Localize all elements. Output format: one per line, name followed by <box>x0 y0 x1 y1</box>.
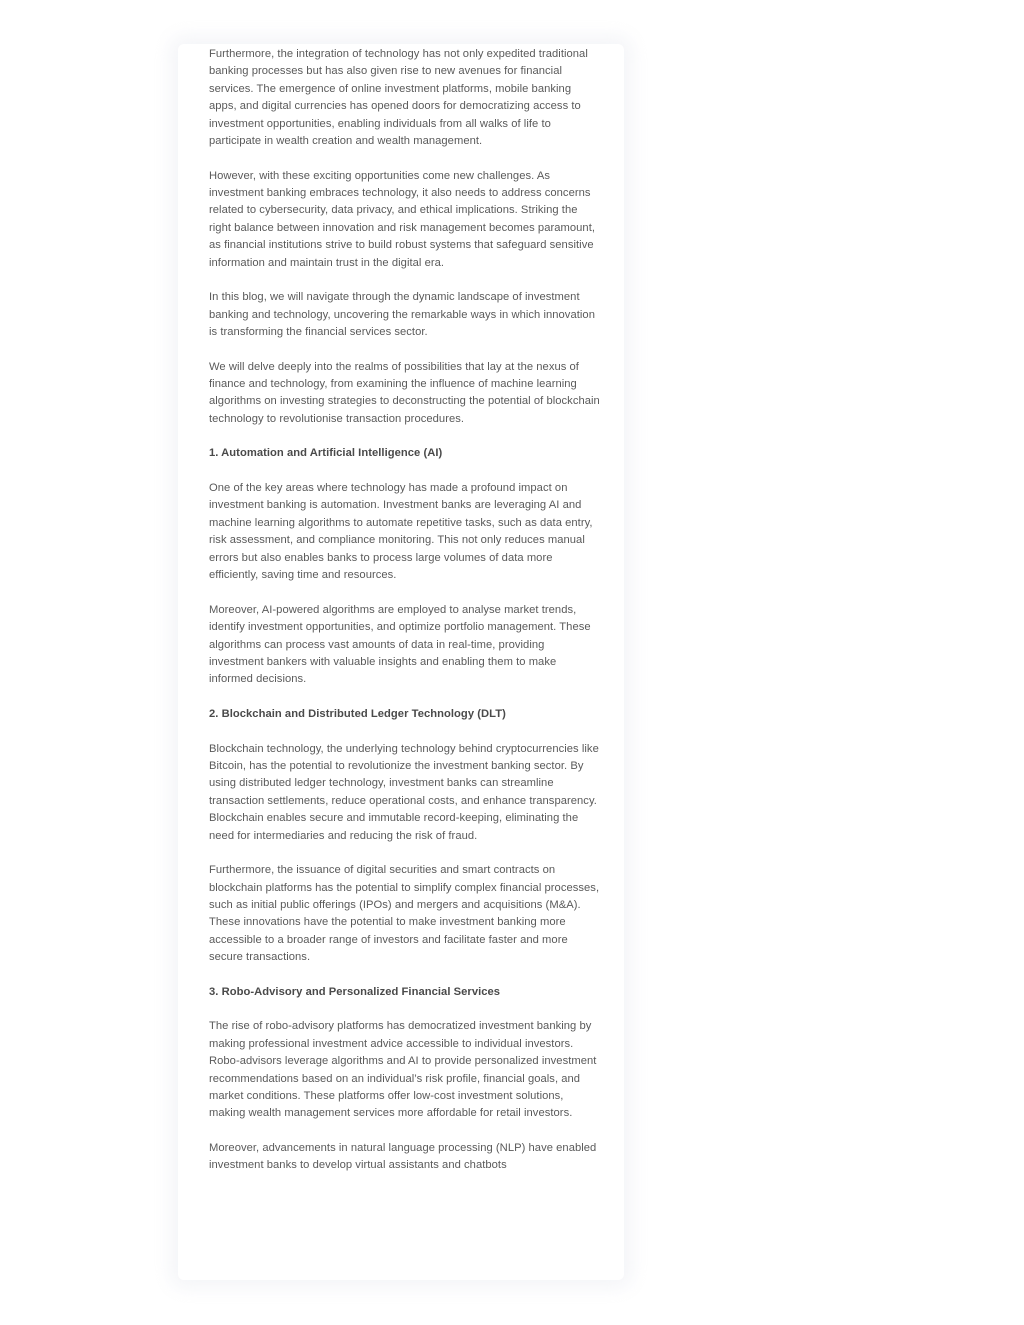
paragraph-automation-1: One of the key areas where technology has made a profound impact on investment banking is automation. Investment banks are leveraging AI and machine learning algorithms to automate repetitive tasks, such as data entry, risk assessment, and compliance monitoring. This not only reduces manual errors but also enables banks to process large volumes of data more efficiently, saving time and resources. <box>209 482 593 582</box>
section-heading-robo-advisory: 3. Robo-Advisory and Personalized Financial Services <box>209 985 501 998</box>
section-heading-blockchain: 2. Blockchain and Distributed Ledger Technology (DLT) <box>209 707 506 720</box>
paragraph-blockchain-1: Blockchain technology, the underlying technology behind cryptocurrencies like Bitcoin, has the potential to revolutionize the investment banking sector. By using distributed ledger technology, investment banks can streamline transaction settlements, reduce operational costs, and enhance transparency. Blockchain enables secure and immutable record-keeping, eliminating the need for intermediaries and reducing the risk of fraud. <box>209 742 599 842</box>
paragraph-intro-1: Furthermore, the integration of technology has not only expedited traditional banking processes but has also given rise to new avenues for financial services. The emergence of online investment platforms, mobile banking apps, and digital currencies has opened doors for democratizing access to investment opportunities, enabling individuals from all walks of life to participate in wealth creation and wealth management. <box>209 48 588 148</box>
paragraph-intro-4: We will delve deeply into the realms of possibilities that lay at the nexus of finance and technology, from examining the influence of machine learning algorithms on investing strategies to deconstructing the potential of blockchain technology to revolutionise transaction procedures. <box>209 360 600 425</box>
paragraph-blockchain-2: Furthermore, the issuance of digital securities and smart contracts on blockchain platforms has the potential to simplify complex financial processes, such as initial public offerings (IPOs) and mergers and acquisitions (M&A). These innovations have the potential to make investment banking more accessible to a broader range of investors and facilitate faster and more secure transactions. <box>209 864 600 964</box>
paragraph-intro-2: However, with these exciting opportunities come new challenges. As investment banking embraces technology, it also needs to address concerns related to cybersecurity, data privacy, and ethical implications. Striking the right balance between innovation and risk management becomes paramount, as financial institutions strive to build robust systems that safeguard sensitive information and maintain trust in the digital era. <box>209 169 596 269</box>
article-body <box>209 46 601 1264</box>
paragraph-automation-2: Moreover, AI-powered algorithms are employed to analyse market trends, identify investment opportunities, and optimize portfolio management. These algorithms can process vast amounts of data in real-time, providing investment bankers with valuable insights and enabling them to make informed decisions. <box>209 603 591 686</box>
paragraph-robo-advisory-1: The rise of robo-advisory platforms has democratized investment banking by making professional investment advice accessible to individual investors. Robo-advisors leverage algorithms and AI to provide personalized investment recommendations based on an individual’s risk profile, financial goals, and market conditions. These platforms offer low-cost investment solutions, making wealth management services more affordable for retail investors. <box>209 1020 597 1120</box>
paragraph-robo-advisory-2: Moreover, advancements in natural language processing (NLP) have enabled investment banks to develop virtual assistants and chatbots <box>209 1141 597 1172</box>
paragraph-intro-3: In this blog, we will navigate through the dynamic landscape of investment banking and technology, uncovering the remarkable ways in which innovation is transforming the financial services sector. <box>209 291 595 339</box>
section-heading-automation: 1. Automation and Artificial Intelligence (AI) <box>209 447 443 460</box>
